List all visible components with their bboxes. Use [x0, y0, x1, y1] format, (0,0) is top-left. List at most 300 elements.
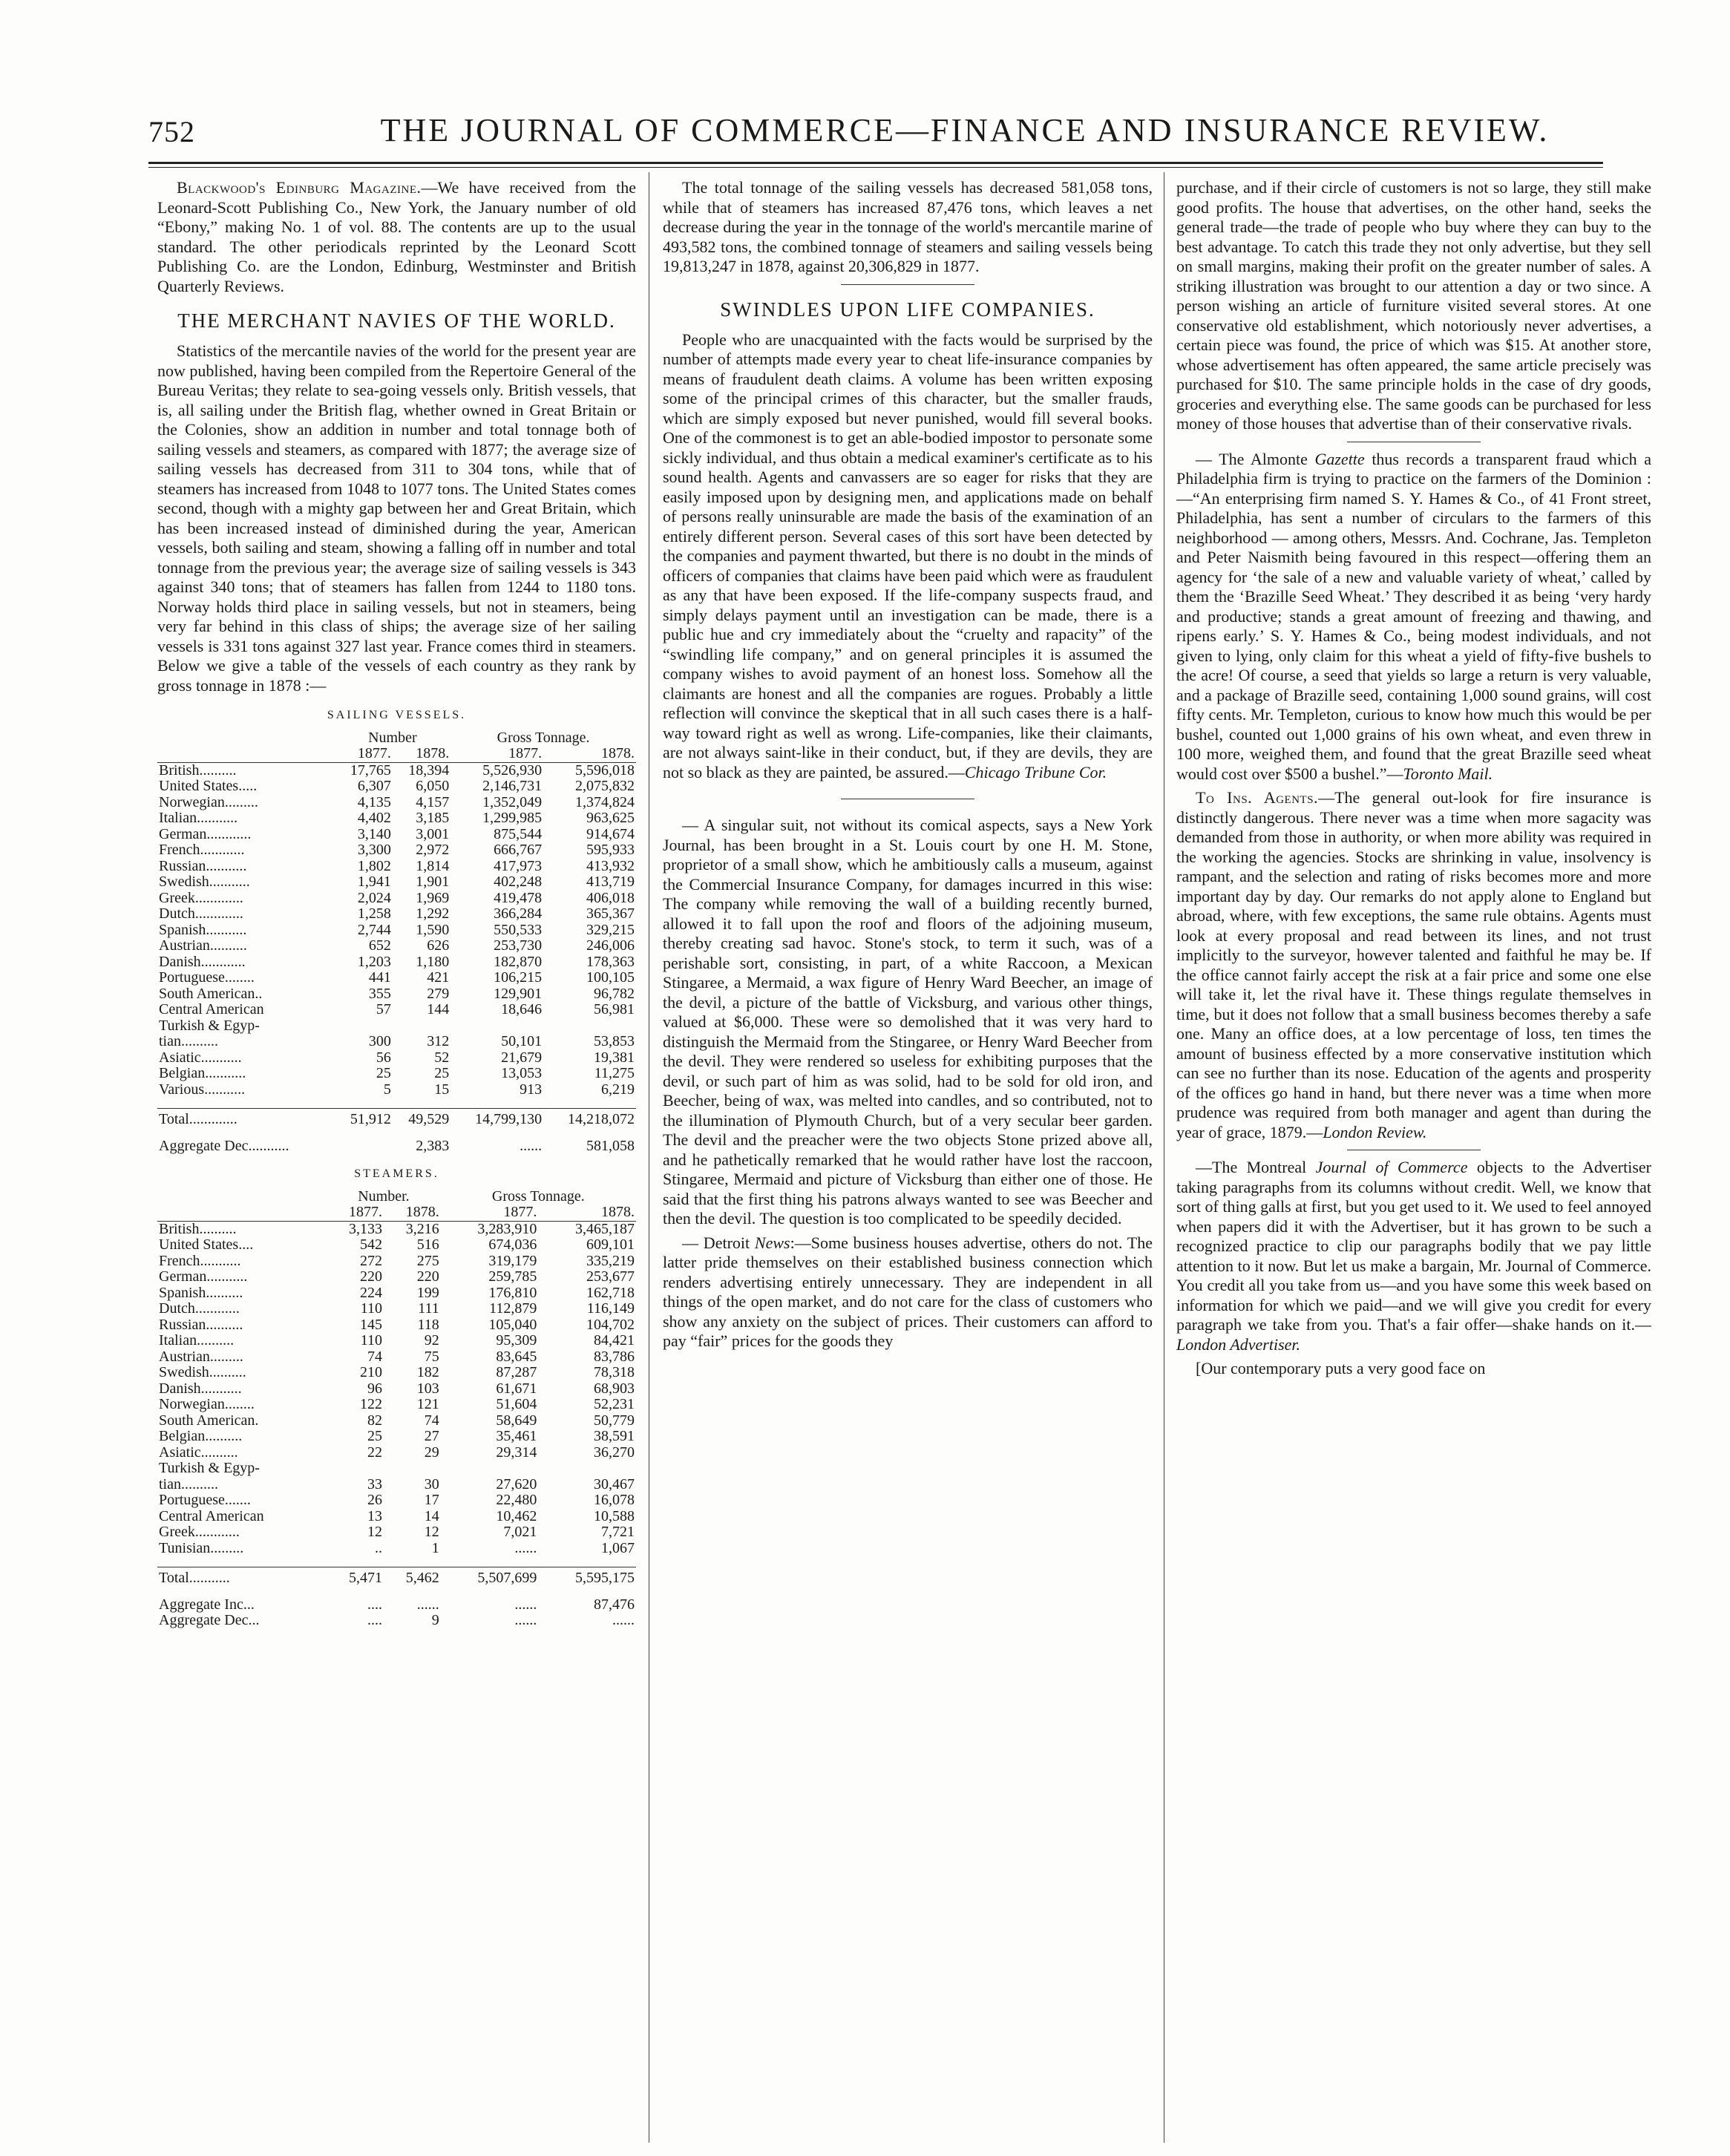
- value-cell: 25: [376, 1065, 391, 1081]
- value-cell: 118: [417, 1316, 439, 1333]
- value-cell: 18,394: [408, 761, 450, 779]
- value-cell: [450, 1018, 543, 1035]
- value-cell: 5,595,175: [538, 1567, 636, 1587]
- country-cell: Greek............: [159, 1524, 240, 1540]
- value-cell: 595,933: [586, 842, 635, 858]
- value-cell: 1,941: [357, 874, 391, 890]
- value-cell: 30,467: [594, 1475, 635, 1493]
- column-3: [1176, 178, 1651, 2137]
- value-cell: 329,215: [586, 921, 635, 938]
- value-cell: 105,040: [488, 1316, 537, 1333]
- table-year-header: [157, 746, 636, 762]
- value-cell: 29: [424, 1444, 439, 1461]
- value-cell: 84,421: [594, 1332, 635, 1349]
- value-cell: [393, 1018, 450, 1035]
- value-cell: 626: [427, 937, 450, 954]
- value-cell: [441, 1461, 539, 1477]
- value-cell: 1,258: [357, 905, 391, 922]
- value-cell: 4,402: [357, 810, 391, 826]
- value-cell: 17,765: [350, 761, 391, 779]
- country-cell: Spanish..........: [159, 1284, 243, 1301]
- value-cell: 110: [360, 1332, 382, 1349]
- value-cell: 1,180: [416, 953, 450, 970]
- value-cell: 413,719: [586, 874, 635, 890]
- value-cell: 246,006: [586, 937, 635, 954]
- spacer-row: [157, 1098, 636, 1109]
- sailing-vessels-table: [157, 730, 636, 1155]
- value-cell: 144: [427, 1001, 450, 1018]
- table-row: [157, 1254, 636, 1270]
- year-1878-gross: 1878.: [543, 746, 636, 762]
- value-cell: 14,218,072: [543, 1109, 636, 1128]
- value-cell: 87,287: [496, 1364, 537, 1380]
- aggregate-row: [157, 1597, 636, 1613]
- value-cell: [334, 1018, 392, 1035]
- country-cell: Norwegian........: [159, 1396, 255, 1412]
- country-cell: Various...........: [159, 1081, 246, 1098]
- almonte-paragraph: [1176, 450, 1651, 784]
- value-cell: 96: [367, 1380, 382, 1397]
- navies-title: THE MERCHANT NAVIES OF THE WORLD.: [177, 309, 616, 332]
- value-cell: 26: [367, 1492, 382, 1508]
- value-cell: 14: [424, 1507, 439, 1524]
- value-cell: 19,381: [594, 1049, 635, 1066]
- value-cell: 674,036: [488, 1236, 537, 1253]
- table-row: [157, 1237, 636, 1254]
- blackwood-notice: [157, 178, 636, 296]
- country-cell: Dutch............: [159, 1300, 240, 1317]
- value-cell: 421: [427, 969, 450, 986]
- value-cell: 2,744: [357, 921, 391, 938]
- value-cell: 300: [368, 1033, 391, 1049]
- year-1877-gross: 1877.: [441, 1205, 539, 1221]
- value-cell: 52,231: [594, 1396, 635, 1412]
- detroit-source: News: [754, 1233, 790, 1252]
- value-cell: 6,307: [357, 778, 391, 794]
- value-cell: 103: [416, 1380, 439, 1397]
- value-cell: 56,981: [594, 1001, 635, 1018]
- value-cell: 116,149: [586, 1300, 635, 1317]
- value-cell: 402,248: [494, 874, 543, 890]
- value-cell: 82: [367, 1412, 382, 1429]
- agents-source: London Review.: [1323, 1122, 1427, 1141]
- montreal-source: London Advertiser.: [1176, 1334, 1301, 1354]
- country-cell: Aggregate Dec...: [159, 1612, 260, 1628]
- value-cell: 30: [424, 1475, 439, 1493]
- value-cell: [384, 1461, 441, 1477]
- value-cell: 112,879: [489, 1300, 537, 1317]
- value-cell: 199: [416, 1284, 439, 1301]
- value-cell: 178,363: [586, 953, 635, 970]
- value-cell: 57: [376, 1001, 391, 1018]
- table-group-header: [157, 1189, 636, 1205]
- value-cell: 10,462: [496, 1507, 537, 1524]
- country-cell: South American..: [159, 985, 263, 1002]
- value-cell: 100,105: [586, 969, 635, 986]
- value-cell: 16,078: [594, 1492, 635, 1508]
- value-cell: 53,853: [594, 1033, 635, 1049]
- table-row: [157, 1349, 636, 1366]
- value-cell: 7,721: [601, 1524, 635, 1540]
- value-cell: 129,901: [494, 985, 543, 1002]
- year-1878: 1878.: [393, 746, 450, 762]
- value-cell: 3,185: [416, 810, 450, 826]
- value-cell: 312: [427, 1033, 450, 1049]
- almonte-lead: — The Almonte: [1196, 449, 1315, 468]
- value-cell: ....: [367, 1612, 382, 1628]
- navies-body: Statistics of the mercantile navies of the world for the present year are now published, having been compiled from the Repertoire General of the Bureau Veritas; they relate to sea-going vessels only. British vessels, that is, all sailing under the British flag, whether owned in Great Britain or the Colonies, show an addition in number and total tonnage both of sailing vessels and steamers, as compared with 1877; the average size of sailing vessels has decreased from 311 to 304 tons, while that of steamers has increased from 1048 to 1077 tons. The United States comes second, though with a mighty gap between her and Great Britain, which has been increased instead of diminished during the year, American vessels, both sailing and steam, showing a falling off in number and total tonnage from the previous year; the average size of sailing vessels is 343 against 340 tons; that of steamers has fallen from 1244 to 1180 tons. Norway holds third place in sailing vessels, but not in steamers, being very far behind in this class of ships; the average size of her sailing vessels is 331 tons against 327 last year. France comes third in steamers. Below we give a table of the vessels of each country as they rank by gross tonnage in 1878 :—: [157, 341, 636, 695]
- value-cell: 9: [431, 1612, 439, 1628]
- montreal-text: objects to the Advertiser taking paragraphs from its columns without credit. Well, we know that sort of thing galls at first, but you get used to it. We used to feel annoyed when papers did it with the Advertiser, but it has grown to be such a recognized practice to clip our paragraphs bodily that we pay little attention to it now. But let us make a bargain, Mr. Journal of Commerce. You credit all you take from us—and you have some this week based on information for which we paid—and we will give you credit for every paragraph we take from you. That's a fair offer—shake hands on it.—: [1176, 1158, 1651, 1334]
- country-cell: Central American: [159, 1507, 264, 1524]
- spacer-row: [157, 1587, 636, 1597]
- value-cell: ..: [374, 1539, 382, 1556]
- swindles-source: Chicago Tribune Cor.: [964, 762, 1107, 782]
- country-cell: United States....: [159, 1236, 254, 1253]
- running-title: THE JOURNAL OF COMMERCE—FINANCE AND INSURANCE REVIEW.: [380, 112, 1550, 148]
- value-cell: 1,969: [416, 889, 450, 906]
- montreal-lead: —The Montreal: [1196, 1158, 1316, 1176]
- tonnage-paragraph: The total tonnage of the sailing vessels has decreased 581,058 tons, while that of steamers has increased 87,476 tons, which leaves a net decrease during the year in the tonnage of the world's mercantile marine of 493,582 tons, the combined tonnage of steamers and sailing vessels being 19,813,247 in 1878, against 20,306,829 in 1877.: [663, 178, 1153, 275]
- value-cell: 56: [376, 1049, 391, 1066]
- table-row: [157, 1301, 636, 1317]
- value-cell: 49,529: [393, 1109, 450, 1128]
- table-row: [157, 795, 636, 811]
- steamers-table: [157, 1189, 636, 1629]
- year-1877: 1877.: [334, 746, 392, 762]
- value-cell: 35,461: [496, 1428, 537, 1444]
- value-cell: 12: [424, 1524, 439, 1540]
- value-cell: 2,024: [357, 889, 391, 906]
- agents-paragraph: [1176, 788, 1651, 1142]
- value-cell: 96,782: [594, 985, 635, 1002]
- value-cell: 913: [520, 1081, 543, 1098]
- detroit-paragraph: [663, 1233, 1153, 1351]
- value-cell: ......: [514, 1596, 537, 1613]
- value-cell: 5,596,018: [575, 761, 635, 779]
- table-row: [157, 1429, 636, 1445]
- value-cell: 27,620: [496, 1475, 537, 1493]
- value-cell: 516: [416, 1236, 439, 1253]
- table-row: [157, 970, 636, 986]
- country-cell: Italian..........: [159, 1332, 235, 1349]
- value-cell: 74: [424, 1412, 439, 1429]
- value-cell: 17: [424, 1492, 439, 1508]
- value-cell: 652: [368, 937, 391, 954]
- value-cell: 61,671: [496, 1380, 537, 1397]
- table-row: [157, 1365, 636, 1381]
- year-1877-gross: 1877.: [450, 746, 543, 762]
- detroit-continued: purchase, and if their circle of customers is not so large, they still make good profits. The house that advertises, on the other hand, seeks the general trade—the trade of people who buy where they can buy to the best advantage. To catch this trade they not only advertise, but they sell on small margins, making their profit on the greater number of sales. A striking illustration was brought to our attention a day or two since. A person wishing an article of furniture visited several stores. At one conservative old establishment, which notoriously never advertises, a certain piece was found, the price of which was $15. At another store, whose advertisement has often appeared, the same article precisely was purchased for $10. The same principle holds in the case of dry goods, groceries and everything else. The same goods can be purchased for less money of those houses that advertise than of their conservative rivals.: [1176, 178, 1651, 433]
- country-cell: Spanish...........: [159, 921, 247, 938]
- table-row: [157, 1493, 636, 1509]
- value-cell: 15: [434, 1081, 450, 1098]
- value-cell: 3,216: [405, 1220, 439, 1237]
- value-cell: 7,021: [503, 1524, 537, 1540]
- value-cell: 3,133: [348, 1220, 382, 1237]
- value-cell: 1,067: [601, 1539, 635, 1556]
- table-row: [157, 1317, 636, 1334]
- value-cell: 875,544: [494, 825, 543, 842]
- value-cell: 104,702: [586, 1316, 635, 1333]
- country-cell: French............: [159, 842, 245, 858]
- value-cell: [543, 1018, 636, 1035]
- value-cell: 38,591: [594, 1428, 635, 1444]
- value-cell: ......: [514, 1539, 537, 1556]
- country-cell: Asiatic...........: [159, 1049, 242, 1066]
- table-row: [157, 1034, 636, 1050]
- detroit-lead: — Detroit: [682, 1233, 755, 1252]
- montreal-paragraph: [1176, 1158, 1651, 1354]
- spacer-row: [157, 1128, 636, 1138]
- country-cell: Russian...........: [159, 857, 247, 874]
- value-cell: 441: [368, 969, 391, 986]
- value-cell: 51,604: [496, 1396, 537, 1412]
- value-cell: ......: [520, 1137, 543, 1154]
- table-row: [157, 1445, 636, 1461]
- value-cell: 3,300: [357, 842, 391, 858]
- value-cell: 3,283,910: [477, 1220, 537, 1237]
- value-cell: 10,588: [594, 1507, 635, 1524]
- value-cell: 417,973: [494, 857, 543, 874]
- header-rule-thin: [148, 167, 1603, 168]
- country-cell: German...........: [159, 1268, 248, 1285]
- value-cell: 5,471: [327, 1567, 384, 1587]
- value-cell: 6,050: [416, 778, 450, 794]
- value-cell: 13: [367, 1507, 382, 1524]
- table-row: [157, 1269, 636, 1285]
- page-header: [148, 104, 1603, 156]
- montreal-paper: Journal of Commerce: [1315, 1158, 1468, 1176]
- country-cell: Belgian..........: [159, 1428, 243, 1444]
- value-cell: 581,058: [586, 1137, 635, 1154]
- value-cell: 272: [359, 1252, 382, 1269]
- value-cell: 58,649: [496, 1412, 537, 1429]
- steamers-table-title: STEAMERS.: [354, 1167, 439, 1180]
- value-cell: 220: [416, 1268, 439, 1285]
- value-cell: 92: [424, 1332, 439, 1349]
- last-paragraph: [Our contemporary puts a very good face on: [1196, 1359, 1486, 1377]
- value-cell: [538, 1461, 636, 1477]
- value-cell: 176,810: [488, 1284, 537, 1301]
- value-cell: 1,352,049: [482, 793, 543, 810]
- value-cell: 365,367: [586, 905, 635, 922]
- value-cell: 27: [424, 1428, 439, 1444]
- sailing-table-title: SAILING VESSELS.: [327, 709, 467, 721]
- country-cell: Aggregate Dec...........: [159, 1137, 289, 1154]
- value-cell: 111: [418, 1300, 439, 1317]
- value-cell: 21,679: [501, 1049, 543, 1066]
- table-row: [157, 1461, 636, 1477]
- table-row: [157, 1381, 636, 1398]
- value-cell: ......: [514, 1612, 537, 1628]
- country-cell: tian..........: [159, 1033, 218, 1049]
- table-row: [157, 1285, 636, 1302]
- column-1: [157, 178, 636, 2137]
- table-group-header: [157, 730, 636, 747]
- country-cell: British..........: [159, 761, 237, 779]
- value-cell: 121: [416, 1396, 439, 1412]
- value-cell: 419,478: [494, 889, 543, 906]
- country-cell: Tunisian.........: [159, 1539, 244, 1556]
- value-cell: 95,309: [496, 1332, 537, 1349]
- table-year-header: [157, 1205, 636, 1221]
- country-cell: British..........: [159, 1220, 237, 1237]
- value-cell: 4,157: [416, 793, 450, 810]
- table-row: [157, 1221, 636, 1237]
- value-cell: 36,270: [594, 1444, 635, 1461]
- table-row: [157, 986, 636, 1003]
- table-row: [157, 874, 636, 891]
- table-row: [157, 1524, 636, 1541]
- value-cell: 83,645: [496, 1348, 537, 1365]
- total-row: [157, 1567, 636, 1587]
- blackwood-text: —We have received from the Leonard-Scott Publishing Co., New York, the January number of old “Ebony,” making No. 1 of vol. 88. The contents are up to the usual standard. The other periodicals reprinted by the Leonard Scott Publishing Co. are the London, Edinburg, Westminster and British Quarterly Reviews.: [157, 178, 636, 295]
- table-row: [157, 1050, 636, 1066]
- value-cell: 2,146,731: [482, 778, 543, 794]
- value-cell: 33: [367, 1475, 382, 1493]
- value-cell: 110: [360, 1300, 382, 1317]
- country-cell: German............: [159, 825, 252, 842]
- value-cell: 50,101: [501, 1033, 543, 1049]
- value-cell: 18,646: [501, 1001, 543, 1018]
- value-cell: 210: [359, 1364, 382, 1380]
- value-cell: 542: [359, 1236, 382, 1253]
- value-cell: 83,786: [594, 1348, 635, 1365]
- gross-header: Gross Tonnage.: [497, 729, 590, 746]
- value-cell: 1: [431, 1539, 439, 1556]
- value-cell: 335,219: [586, 1252, 635, 1269]
- value-cell: 5: [383, 1081, 391, 1098]
- value-cell: 253,730: [494, 937, 543, 954]
- detroit-text: :—Some business houses advertise, others do not. The latter pride themselves on their established business connection which renders advertising entirely unnecessary. They are independent in all things of the open market, and do not care for the class of customers who show any anxiety on the subject of prices. Their customers can afford to pay “fair” prices for the goods they: [663, 1233, 1153, 1350]
- country-cell: Portuguese........: [159, 969, 255, 986]
- table-row: [157, 923, 636, 939]
- value-cell: 550,533: [494, 921, 543, 938]
- value-cell: 12: [367, 1524, 382, 1540]
- value-cell: 145: [359, 1316, 382, 1333]
- value-cell: 366,284: [494, 905, 543, 922]
- value-cell: 3,140: [357, 825, 391, 842]
- country-cell: Swedish...........: [159, 874, 250, 890]
- table-row: [157, 779, 636, 795]
- table-row: [157, 906, 636, 923]
- value-cell: ......: [416, 1596, 439, 1613]
- country-cell: United States.....: [159, 778, 258, 794]
- section-rule: [841, 284, 974, 285]
- spacer-row: [157, 1556, 636, 1567]
- value-cell: 1,203: [357, 953, 391, 970]
- table-row: [157, 842, 636, 859]
- header-rule: [148, 162, 1603, 164]
- value-cell: 25: [434, 1065, 450, 1081]
- aggregate-row: [157, 1138, 636, 1155]
- value-cell: 25: [367, 1428, 382, 1444]
- value-cell: [334, 1138, 392, 1155]
- country-cell: Portuguese.......: [159, 1492, 251, 1508]
- value-cell: [327, 1461, 384, 1477]
- value-cell: 224: [359, 1284, 382, 1301]
- value-cell: 11,275: [594, 1065, 635, 1081]
- value-cell: 5,462: [384, 1567, 441, 1587]
- country-cell: Belgian...........: [159, 1065, 246, 1081]
- page-number: 752: [148, 115, 195, 148]
- country-cell: Swedish..........: [159, 1364, 246, 1380]
- swindles-text: People who are unacquainted with the facts would be surprised by the number of attempts made every year to cheat life-insurance companies by means of fraudulent death claims. A volume has been written exposing some of the principal crimes of this character, but the smaller frauds, which are simply exposed but never punished, would fill several books. One of the commonest is to get an able-bodied impostor to personate some sickly individual, and thus obtain a medical examiner's certificate as to his sound health. Agents and canvassers are so eager for risks that they are easily imposed upon by designing men, and applications made on behalf of persons really uninsurable are made the basis of the examination of an entirely different person. Several cases of this sort have been detected by the companies and payment thwarted, but there is no doubt in the minds of officers of companies that claims have been paid which were as fraudulent as any that have been exposed. If the life-company suspects fraud, and simply delays payment until an investigation can be made, there is a public hue and cry immediately about the “cruelty and rapacity” of the “swindling life company,” and on general principles it is assumed the company wishes to avoid payment of an honest loss. Somehow all the claimants are honest and all the companies are rogues. Probably a little reflection will convince the skeptical that in all such cases there is a half-way toward right as well as wrong. Life-companies, like their claimants, are not always saint-like in their conduct, but, if they are devils, they are not so black as they are painted, be assured.—: [663, 330, 1153, 782]
- value-cell: 87,476: [594, 1596, 635, 1613]
- country-cell: Turkish & Egyp-: [159, 1017, 260, 1034]
- value-cell: 963,625: [586, 810, 635, 826]
- table-row: [157, 1018, 636, 1035]
- value-cell: 162,718: [586, 1284, 635, 1301]
- value-cell: 50,779: [594, 1412, 635, 1429]
- table-row: [157, 810, 636, 827]
- value-cell: 1,374,824: [575, 793, 635, 810]
- table-row: [157, 827, 636, 843]
- table-row: [157, 954, 636, 971]
- value-cell: 2,075,832: [575, 778, 635, 794]
- table-row: [157, 1002, 636, 1018]
- value-cell: 5,526,930: [482, 761, 543, 779]
- total-row: [157, 1109, 636, 1128]
- blackwood-lead: Blackwood's Edinburg Magazine.: [177, 178, 422, 197]
- table-row: [157, 859, 636, 875]
- country-cell: Dutch.............: [159, 905, 243, 922]
- column-2: [663, 178, 1153, 2137]
- number-header: Number.: [358, 1187, 410, 1205]
- almonte-text: thus records a transparent fraud which a Philadelphia firm is trying to practice on the farmers of the Dominion :—“An enterprising firm named S. Y. Hames & Co., of 41 Front street, Philadelphia, has sent a number of circulars to the farmers of this neighborhood — among others, Messrs. And. Cochrane, Jas. Templeton and Peter Naismith being favoured in this respect—offering them an agency for ‘the sale of a new and valuable variety of wheat,’ called by them the ‘Brazille Seed Wheat.’ They described it as being ‘very hardy and productive; stands a great amount of freezing and thawing, and ripens early.’ S. Y. Hames & Co., being modest individuals, and not given to lying, only claim for this wheat a yield of fifty-five bushels to the acre! Of course, a seed that yields so large a return is very valuable, and a package of Brazille seed, containing 1,000 sound grains, will cost fifty cents. Mr. Templeton, curious to know how much this would be per bushel, counted out 1,000 grains of his own wheat, and even threw in 100 more, weighed them, and found that the great Brazille seed wheat would cost over $500 a bushel.”—: [1176, 449, 1651, 783]
- country-cell: South American.: [159, 1412, 259, 1429]
- country-cell: Russian..........: [159, 1316, 243, 1333]
- value-cell: 6,219: [601, 1081, 635, 1098]
- value-cell: 666,767: [494, 842, 543, 858]
- value-cell: 14,799,130: [450, 1109, 543, 1128]
- number-header: Number: [368, 729, 417, 746]
- value-cell: 2,383: [416, 1137, 450, 1154]
- country-cell: Asiatic..........: [159, 1444, 238, 1461]
- value-cell: 75: [424, 1348, 439, 1365]
- value-cell: 22: [367, 1444, 382, 1461]
- country-cell: Austrian..........: [159, 937, 247, 954]
- museum-paragraph: — A singular suit, not without its comical aspects, says a New York Journal, has been brought in a St. Louis court by one H. M. Stone, proprietor of a small show, which he ambitiously calls a museum, against the Commercial Insurance Company, for damages incurred in this wise: The company while removing the wall of a building recently burned, allowed it to fall upon the roof and floors of the adjoining museum, thereby creating sad havoc. Stone's stock, to term it such, was of a perishable sort, consisting, in part, of a white Raccoon, a Mexican Stingaree, a Mermaid, a wax figure of Henry Ward Beecher, an image of the devil, a picture of the battle of Vicksburg, and various other things, valued at $6,000. These were so demolished that it was very hard to distinguish the Mermaid from the Stingaree, or Henry Ward Beecher from the devil. They were rendered so useless for exhibiting purposes that the devil, or such part of him as was solid, had to be sold for old iron, and Beecher, being of wax, was melted into candles, and so contributed, not to the illumination of Plymouth Church, but of a very secular beer garden. The devil and the preacher were the two objects Stone prized above all, and he pathetically remarked that he would rather have lost the raccoon, Stingaree, Mermaid and picture of Vicksburg than either one of those. He said that the first thing his patrons always wanted to see was Beecher and then the devil. The question is too complicated to be speedily decided.: [663, 816, 1153, 1228]
- value-cell: 1,814: [416, 857, 450, 874]
- table-row: [157, 1333, 636, 1349]
- value-cell: 4,135: [357, 793, 391, 810]
- value-cell: 182,870: [494, 953, 543, 970]
- table-row: [157, 1509, 636, 1525]
- value-cell: 259,785: [488, 1268, 537, 1285]
- aggregate-row: [157, 1613, 636, 1629]
- value-cell: 74: [367, 1348, 382, 1365]
- country-cell: Italian...........: [159, 810, 238, 826]
- value-cell: ....: [367, 1596, 382, 1613]
- table-row: [157, 1397, 636, 1413]
- value-cell: 413,932: [586, 857, 635, 874]
- country-cell: Aggregate Inc...: [159, 1596, 255, 1613]
- country-cell: French...........: [159, 1252, 241, 1269]
- table-row: [157, 1477, 636, 1493]
- value-cell: 2,972: [416, 842, 450, 858]
- value-cell: 3,465,187: [575, 1220, 635, 1237]
- value-cell: 1,292: [416, 905, 450, 922]
- country-cell: Turkish & Egyp-: [159, 1460, 260, 1476]
- value-cell: 13,053: [501, 1065, 543, 1081]
- country-cell: tian..........: [159, 1475, 218, 1493]
- table-row: [157, 938, 636, 954]
- agents-text: —The general out-look for fire insurance is distinctly dangerous. There never was a time when more sagacity was demanded from those in authority, or when more ability was required in the working the agencies. Stocks are shrinking in value, insolvency is rampant, and the selection and rating of risks becomes more and more important day by day. Our remarks do not apply alone to England but abroad, where, with few exceptions, the same rule obtains. Agents must look at every proposal and read between its lines, and not trust implicitly to the surveyor, however talented and faithful he may be. If the office cannot fairly accept the risk at a fair price and some one else will take it, let the rival have it. These things regulate themselves in time, but it does not follow that a small business becomes thereby a safe one. Many an office does, at a low percentage of loss, ten times the amount of business effected by a more conservative institution which can see no further than its nose. Education of the agents and prosperity of the offices go hand in hand, but there never was a time when more prudence was required from both manager and agent than during the year of grace, 1879.—: [1176, 788, 1651, 1141]
- agents-lead: To Ins. Agents.: [1196, 788, 1319, 807]
- value-cell: 914,674: [586, 825, 635, 842]
